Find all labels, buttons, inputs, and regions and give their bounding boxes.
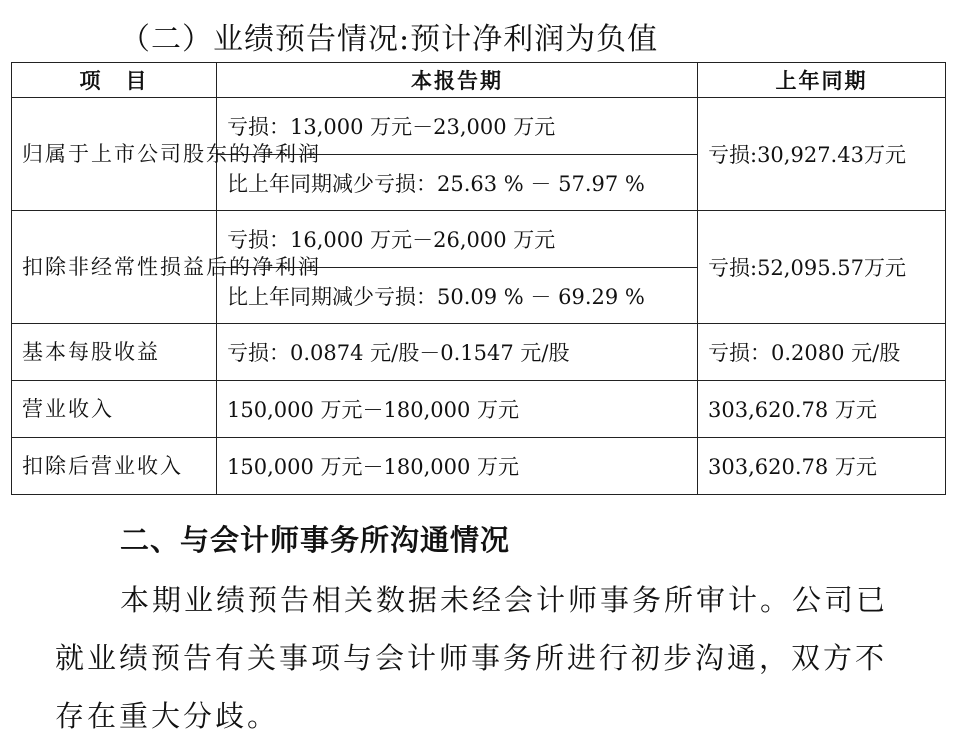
row-item-revenue-deducted: 扣除后营业收入: [12, 438, 217, 495]
row-item-eps: 基本每股收益: [12, 324, 217, 381]
revenue-deducted-prior: 303,620.78 万元: [698, 438, 946, 495]
header-current-period: 本报告期: [217, 63, 698, 98]
paragraph-line: 存在重大分歧。: [55, 699, 280, 733]
header-prior-period: 上年同期: [698, 63, 946, 98]
revenue-current: 150,000 万元－180,000 万元: [217, 381, 698, 438]
row-item-net-profit-deducted: 扣除非经常性损益后的净利润: [12, 211, 217, 324]
net-profit-loss-range: 亏损：13,000 万元－23,000 万元: [217, 98, 698, 155]
row-item-net-profit: 归属于上市公司股东的净利润: [12, 98, 217, 211]
revenue-deducted-current: 150,000 万元－180,000 万元: [217, 438, 698, 495]
table-row: [12, 324, 946, 381]
section-heading-auditor-communication: 二、与会计师事务所沟通情况: [120, 523, 511, 557]
paragraph-line: 本期业绩预告相关数据未经会计师事务所审计。公司已: [120, 583, 889, 617]
deducted-profit-prior: 亏损:52,095.57万元: [698, 211, 946, 324]
table-row: [12, 381, 946, 438]
eps-prior: 亏损：0.2080 元/股: [698, 324, 946, 381]
performance-forecast-table: [11, 62, 946, 495]
net-profit-loss-reduction: 比上年同期减少亏损：25.63 % － 57.97 %: [217, 155, 698, 211]
revenue-prior: 303,620.78 万元: [698, 381, 946, 438]
table-row: [12, 438, 946, 495]
eps-current: 亏损：0.0874 元/股－0.1547 元/股: [217, 324, 698, 381]
row-item-revenue: 营业收入: [12, 381, 217, 438]
net-profit-prior: 亏损:30,927.43万元: [698, 98, 946, 211]
table-header-row: [12, 63, 946, 98]
paragraph-line: 就业绩预告有关事项与会计师事务所进行初步沟通，双方不: [55, 641, 888, 675]
table-row: [12, 98, 946, 155]
header-item: 项 目: [12, 63, 217, 98]
deducted-profit-loss-reduction: 比上年同期减少亏损：50.09 % － 69.29 %: [217, 268, 698, 324]
section-title: （二）业绩预告情况:预计净利润为负值: [120, 22, 659, 57]
table-row: [12, 211, 946, 268]
deducted-profit-loss-range: 亏损：16,000 万元－26,000 万元: [217, 211, 698, 268]
